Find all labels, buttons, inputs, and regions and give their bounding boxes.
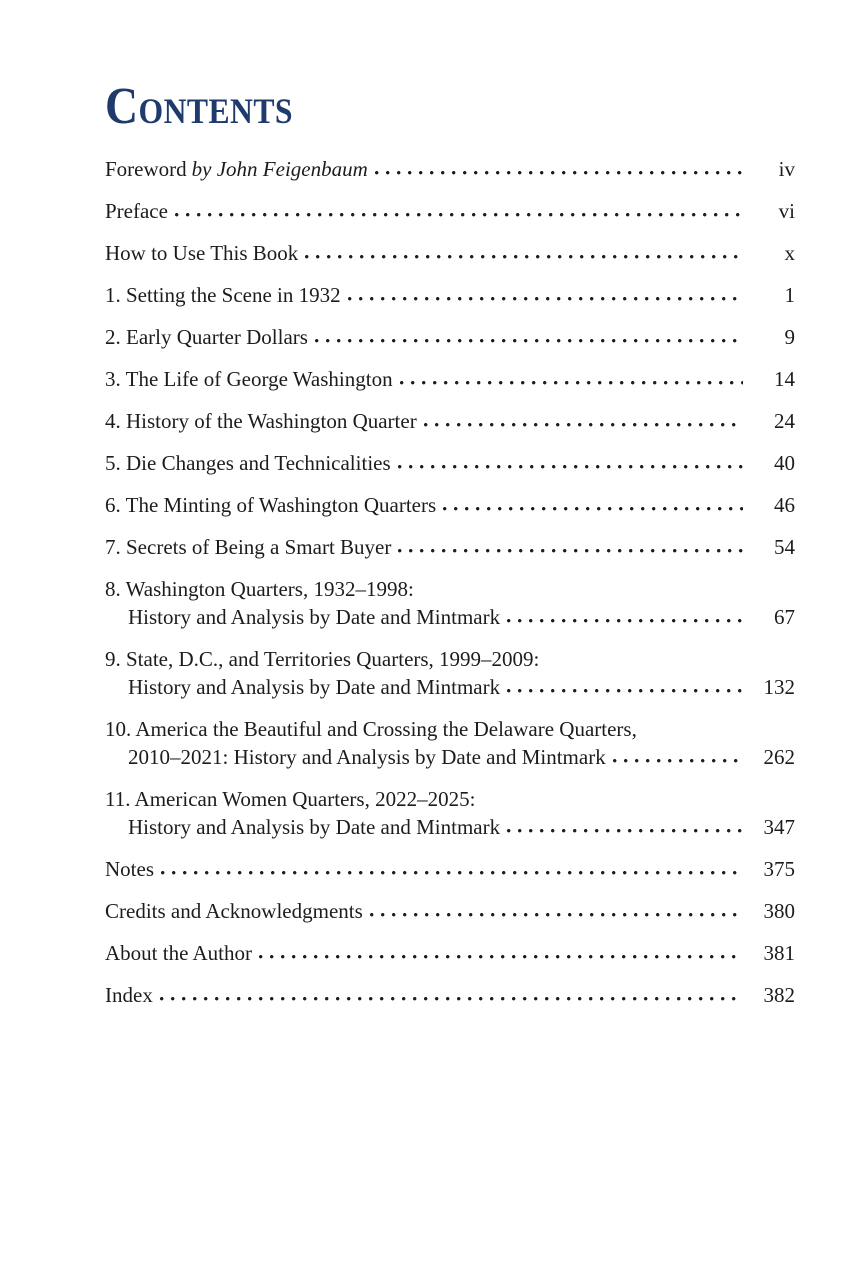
toc-entry-line1: 10. America the Beautiful and Crossing the Delaware Quarters, <box>105 716 637 741</box>
toc-entry-page: 40 <box>774 450 795 475</box>
toc-entry-label: Credits and Acknowledgments <box>105 898 363 923</box>
dot-leader <box>507 619 743 623</box>
toc-entry-page: 381 <box>763 940 795 965</box>
toc-entry-line2: History and Analysis by Date and Mintmark <box>128 674 501 699</box>
dot-leader <box>348 297 743 301</box>
toc-entry-label: Index <box>105 982 153 1007</box>
toc-entry-line1: 8. Washington Quarters, 1932–1998: <box>105 576 414 601</box>
toc-entry-page: 14 <box>774 366 795 391</box>
toc-entry-page: iv <box>778 156 795 181</box>
toc-entry-page: 347 <box>763 814 795 839</box>
toc-entry-label: 7. Secrets of Being a Smart Buyer <box>105 534 392 559</box>
dot-leader <box>160 997 743 1001</box>
toc-entry-label: 3. The Life of George Washington <box>105 366 393 391</box>
toc-entry-label: Foreword <box>105 156 187 181</box>
toc-entry-label: 6. The Minting of Washington Quarters <box>105 492 437 517</box>
toc-entry-label: 1. Setting the Scene in 1932 <box>105 282 341 307</box>
dot-leader <box>424 423 743 427</box>
toc-entry-page: x <box>784 240 795 265</box>
dot-leader <box>507 829 743 833</box>
dot-leader <box>305 255 743 259</box>
toc-entry-label-italic: by John Feigenbaum <box>191 156 368 181</box>
toc-entry-page: 132 <box>763 674 795 699</box>
toc-entry-label: How to Use This Book <box>105 240 299 265</box>
toc-entry-label: Preface <box>105 198 168 223</box>
toc-entry-ch11 <box>105 785 795 841</box>
dot-leader <box>398 465 743 469</box>
toc-entry-label: 5. Die Changes and Technicalities <box>105 450 391 475</box>
toc-entry-ch5 <box>105 449 795 477</box>
toc-entry-page: 375 <box>763 856 795 881</box>
page-title: Contents <box>105 78 293 135</box>
toc-entry-credits <box>105 897 795 925</box>
toc-entry-foreword <box>105 155 795 183</box>
toc-entry-line1: 9. State, D.C., and Territories Quarters, 1999–2009: <box>105 646 540 671</box>
toc-entry-page: 380 <box>763 898 795 923</box>
toc-entry-preface <box>105 197 795 225</box>
toc-entry-page: 382 <box>763 982 795 1007</box>
toc-entry-ch9 <box>105 645 795 701</box>
toc-entry-about-author <box>105 939 795 967</box>
dot-leader <box>400 381 743 385</box>
toc-entry-page: 46 <box>774 492 795 517</box>
toc-entry-ch6 <box>105 491 795 519</box>
toc-entry-label: Notes <box>105 856 154 881</box>
toc-entry-page: 1 <box>784 282 795 307</box>
toc-entry-page: vi <box>778 198 795 223</box>
toc-entry-line1: 11. American Women Quarters, 2022–2025: <box>105 786 476 811</box>
dot-leader <box>443 507 743 511</box>
dot-leader <box>259 955 743 959</box>
toc-entry-label: 2. Early Quarter Dollars <box>105 324 308 349</box>
toc-entry-line2: History and Analysis by Date and Mintmark <box>128 814 501 839</box>
toc-entry-page: 54 <box>774 534 795 559</box>
toc-entry-page: 67 <box>774 604 795 629</box>
dot-leader <box>375 171 743 175</box>
toc-entry-ch7 <box>105 533 795 561</box>
toc-entry-label: About the Author <box>105 940 252 965</box>
table-of-contents <box>105 155 795 1009</box>
dot-leader <box>507 689 743 693</box>
toc-entry-ch10 <box>105 715 795 771</box>
toc-entry-index <box>105 981 795 1009</box>
toc-entry-line2: 2010–2021: History and Analysis by Date and Mintmark <box>128 744 606 769</box>
toc-entry-page: 262 <box>763 744 795 769</box>
toc-entry-ch1 <box>105 281 795 309</box>
toc-entry-ch2 <box>105 323 795 351</box>
toc-entry-page: 24 <box>774 408 795 433</box>
toc-entry-how-to-use <box>105 239 795 267</box>
dot-leader <box>161 871 743 875</box>
dot-leader <box>175 213 743 217</box>
dot-leader <box>613 759 743 763</box>
dot-leader <box>398 549 743 553</box>
toc-entry-line2: History and Analysis by Date and Mintmark <box>128 604 501 629</box>
toc-entry-page: 9 <box>784 324 795 349</box>
toc-entry-label: 4. History of the Washington Quarter <box>105 408 417 433</box>
toc-entry-ch4 <box>105 407 795 435</box>
toc-entry-notes <box>105 855 795 883</box>
toc-entry-ch8 <box>105 575 795 631</box>
toc-entry-ch3 <box>105 365 795 393</box>
dot-leader <box>315 339 743 343</box>
dot-leader <box>370 913 743 917</box>
